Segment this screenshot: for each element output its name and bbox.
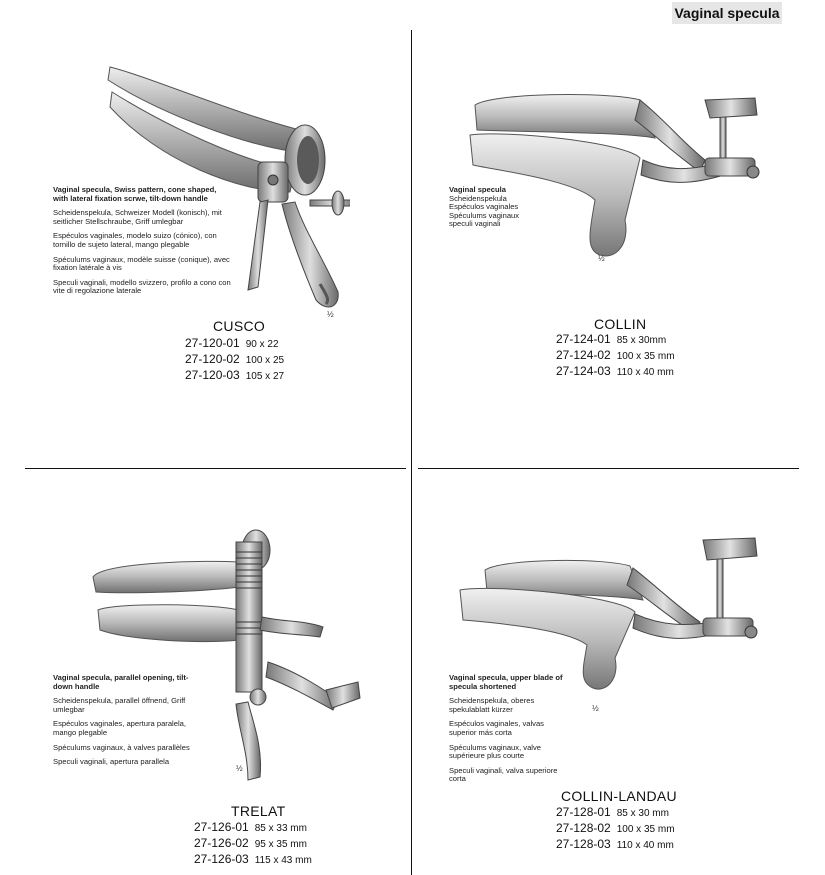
collin-landau-desc-fr: Spéculums vaginaux, valve supérieure plus courte (449, 742, 542, 761)
collin-code-row (556, 364, 675, 380)
collin-landau-title-en: Vaginal specula, upper blade of specula shortened (449, 673, 563, 691)
cusco-description (53, 186, 233, 296)
trelat-code-row (194, 852, 312, 868)
cusco-desc-fr: Spéculums vaginaux, modèle suisse (conique), avec fixation latérale à vis (53, 254, 230, 273)
trelat-desc-it: Speculi vaginali, apertura parallela (53, 757, 170, 767)
collin-landau-speculum-illustration (455, 530, 775, 695)
collin-desc-de: Scheidenspekula (449, 193, 507, 203)
product-code: 27-128-03 (556, 837, 611, 851)
trelat-codes (194, 820, 312, 868)
product-code: 27-124-03 (556, 364, 611, 378)
cusco-code-row (185, 352, 284, 368)
collin-landau-code-row (556, 837, 675, 853)
cusco-scale: ½ (327, 310, 334, 319)
collin-landau-desc-es: Espéculos vaginales, valvas superior más corta (449, 719, 544, 737)
product-code: 27-128-01 (556, 805, 611, 819)
trelat-title-en: Vaginal specula, parallel opening, tilt-down handle (53, 673, 189, 691)
product-code: 27-126-01 (194, 820, 249, 834)
collin-description (449, 186, 579, 229)
trelat-desc-es: Espéculos vaginales, apertura paralela, mango plegable (53, 719, 186, 737)
collin-landau-name: COLLIN-LANDAU (561, 788, 677, 804)
vertical-divider (411, 30, 412, 875)
product-size: 85 x 30 mm (616, 808, 669, 819)
collin-desc-it: speculi vaginali (449, 219, 501, 229)
product-code: 27-126-02 (194, 836, 249, 850)
collin-landau-desc-de: Scheidenspekula, oberes spekulablatt kürzer (449, 696, 535, 714)
collin-landau-desc-it: Speculi vaginali, valva superiore corta (449, 765, 558, 784)
product-size: 115 x 43 mm (254, 855, 312, 866)
cusco-desc-de: Scheidenspekula, Schweizer Modell (konisch), mit seitlicher Stellschraube, Griff umlegbar (53, 208, 222, 226)
product-code: 27-120-03 (185, 368, 240, 382)
collin-codes (556, 332, 675, 380)
trelat-name: TRELAT (231, 803, 286, 819)
product-size: 110 x 40 mm (616, 367, 674, 378)
product-size: 105 x 27 (245, 371, 285, 382)
trelat-code-row (194, 820, 312, 836)
product-code: 27-126-03 (194, 852, 249, 866)
cusco-name: CUSCO (213, 318, 266, 334)
product-size: 110 x 40 mm (616, 840, 674, 851)
collin-code-row (556, 332, 675, 348)
product-code: 27-124-02 (556, 348, 611, 362)
trelat-scale: ½ (236, 764, 243, 773)
collin-landau-code-row (556, 805, 675, 821)
product-size: 85 x 33 mm (254, 823, 307, 834)
horizontal-divider-right (418, 468, 799, 469)
cusco-desc-es: Espéculos vaginales, modelo suizo (cónico), con tornillo de sujeto lateral, mango plegable (53, 231, 217, 249)
cusco-code-row (185, 368, 284, 384)
product-size: 100 x 35 mm (616, 824, 675, 835)
horizontal-divider-left (25, 468, 406, 469)
collin-landau-code-row (556, 821, 675, 837)
product-size: 95 x 35 mm (254, 839, 307, 850)
trelat-desc-de: Scheidenspekula, parallel öffnend, Griff umlegbar (53, 696, 186, 714)
product-code: 27-124-01 (556, 332, 611, 346)
collin-landau-codes (556, 805, 675, 853)
cusco-desc-it: Speculi vaginali, modello svizzero, profilo a cono con vite di regolazione laterale (53, 277, 231, 296)
cusco-code-row (185, 336, 284, 352)
cusco-title-en: Vaginal specula, Swiss pattern, cone shaped, with lateral fixation scrwe, tilt-down handle (53, 185, 217, 203)
collin-name: COLLIN (594, 316, 647, 332)
page-title: Vaginal specula (672, 2, 782, 24)
collin-speculum-illustration (465, 80, 775, 270)
product-size: 100 x 35 mm (616, 351, 675, 362)
product-code: 27-120-02 (185, 352, 240, 366)
product-size: 90 x 22 (245, 339, 279, 350)
collin-landau-scale: ½ (592, 704, 599, 713)
collin-code-row (556, 348, 675, 364)
collin-title-en: Vaginal specula (449, 185, 506, 194)
trelat-description (53, 674, 193, 767)
trelat-desc-fr: Spéculums vaginaux, à valves parallèles (53, 742, 190, 752)
trelat-code-row (194, 836, 312, 852)
product-size: 85 x 30mm (616, 335, 667, 346)
product-code: 27-120-01 (185, 336, 240, 350)
collin-landau-description (449, 674, 569, 784)
cusco-codes (185, 336, 284, 384)
collin-desc-fr: Spéculums vaginaux (449, 210, 520, 220)
product-size: 100 x 25 (245, 355, 285, 366)
collin-desc-es: Espéculos vaginales (449, 202, 519, 212)
product-code: 27-128-02 (556, 821, 611, 835)
collin-scale: ½ (598, 254, 605, 263)
